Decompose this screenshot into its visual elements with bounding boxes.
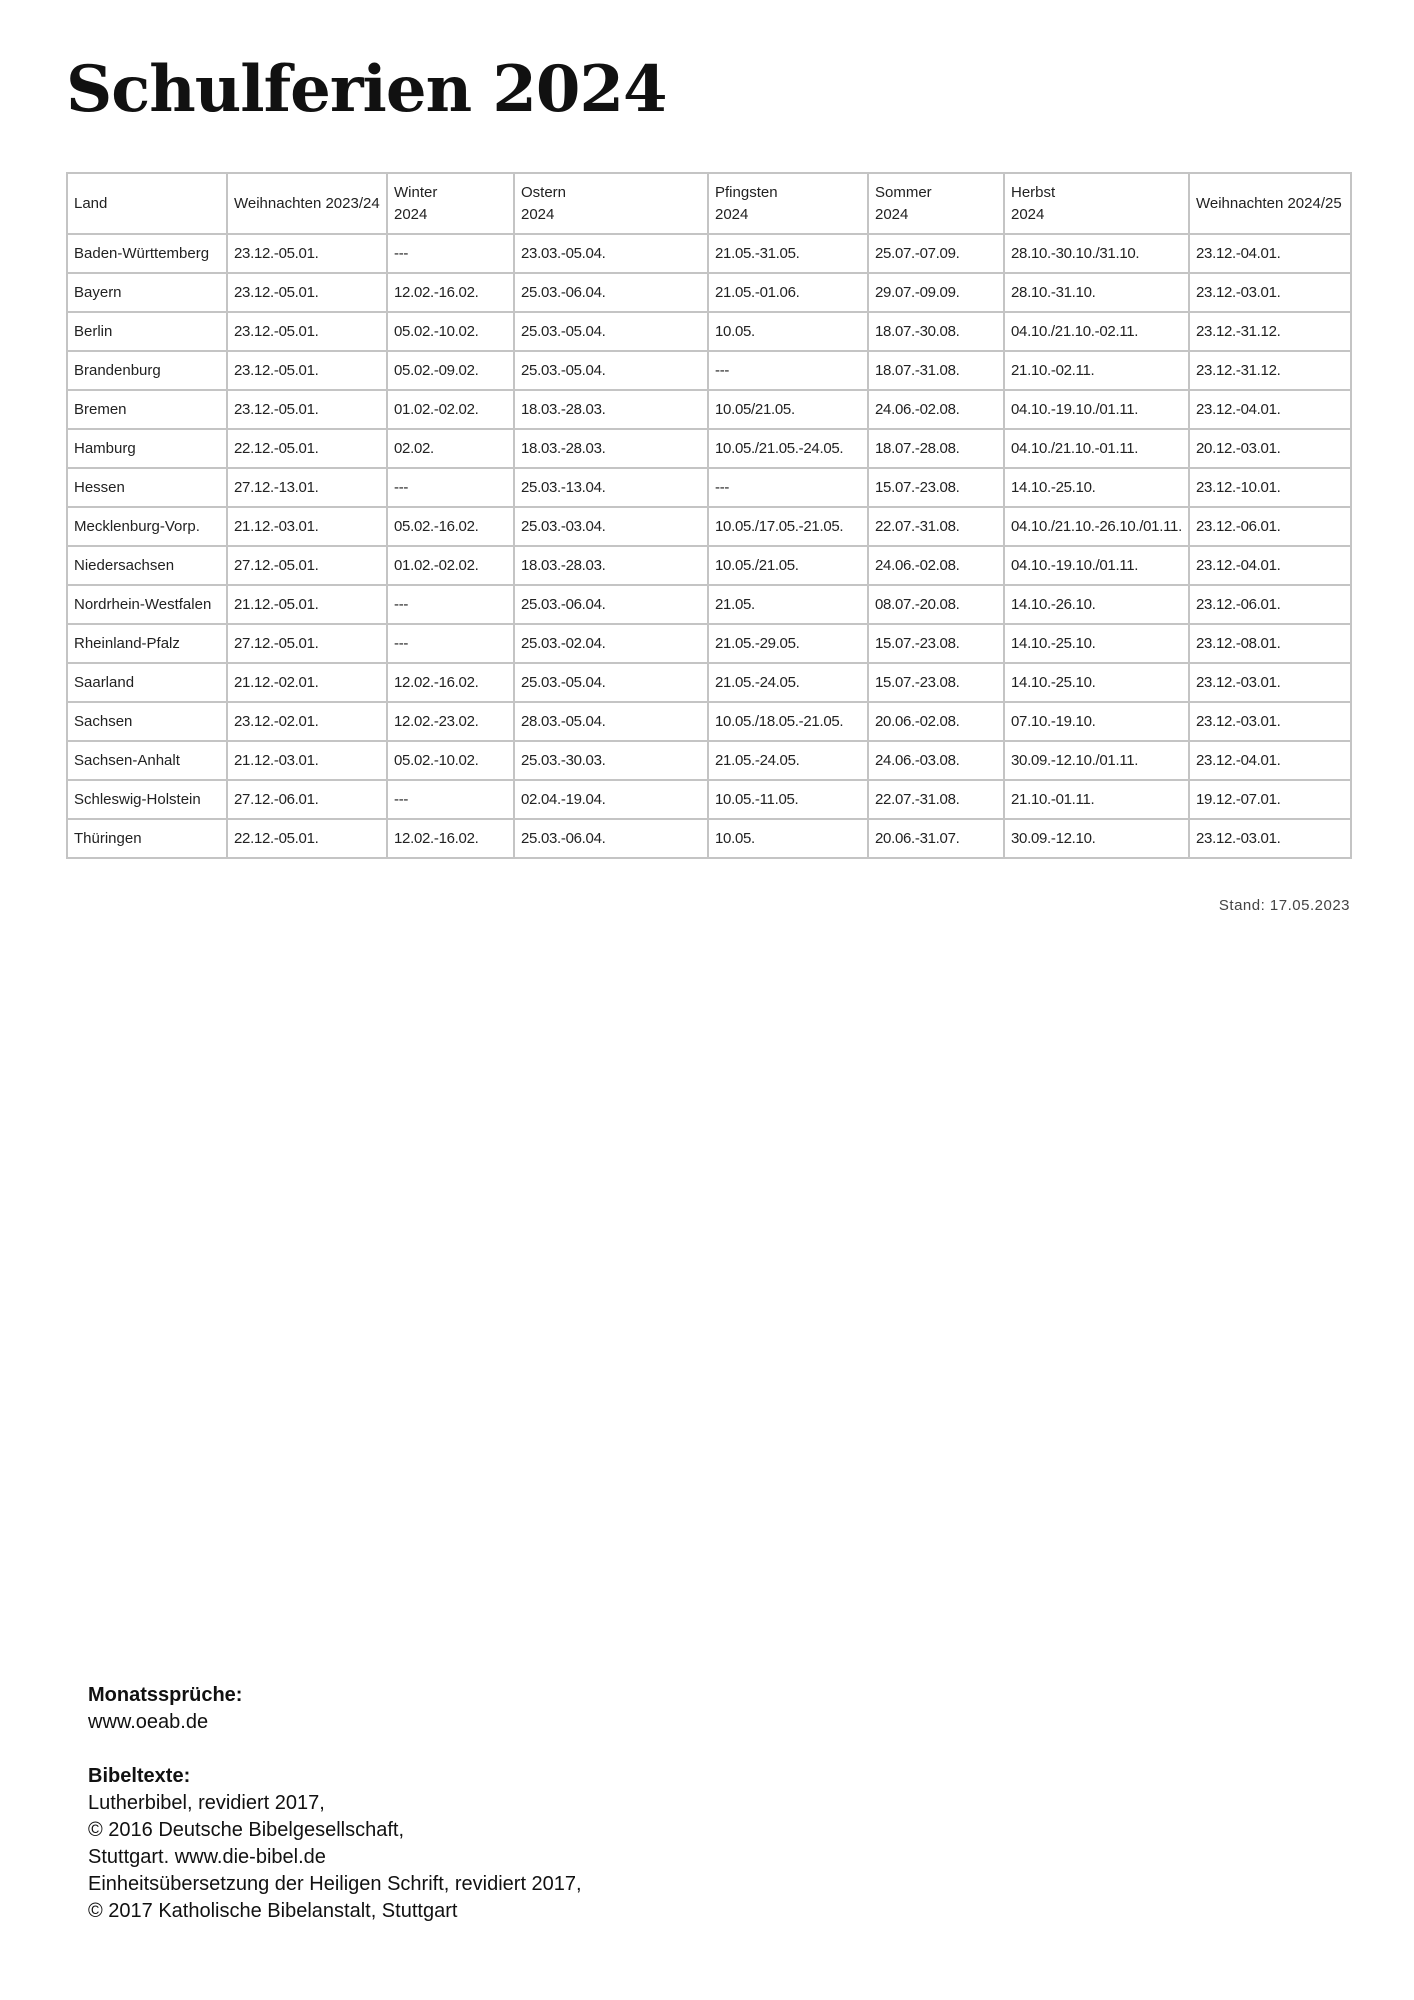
holiday-period-cell: 23.12.-04.01. xyxy=(1189,546,1351,585)
holiday-period-cell: 05.02.-16.02. xyxy=(387,507,514,546)
table-row xyxy=(67,702,1351,741)
state-name-cell: Hamburg xyxy=(67,429,227,468)
holiday-period-cell: 27.12.-05.01. xyxy=(227,546,387,585)
holiday-period-cell: 23.12.-03.01. xyxy=(1189,702,1351,741)
table-row xyxy=(67,624,1351,663)
holiday-period-cell: --- xyxy=(387,468,514,507)
holiday-period-cell: 22.07.-31.08. xyxy=(868,507,1004,546)
holiday-period-cell: 14.10.-25.10. xyxy=(1004,624,1189,663)
monatssprueche-url: www.oeab.de xyxy=(88,1711,209,1733)
holiday-period-cell: 24.06.-02.08. xyxy=(868,546,1004,585)
holiday-period-cell: 23.12.-31.12. xyxy=(1189,351,1351,390)
holiday-period-cell: 20.06.-31.07. xyxy=(868,819,1004,858)
holiday-period-cell: 25.03.-03.04. xyxy=(514,507,708,546)
holiday-period-cell: 01.02.-02.02. xyxy=(387,546,514,585)
holiday-period-cell: 21.12.-02.01. xyxy=(227,663,387,702)
state-name-cell: Saarland xyxy=(67,663,227,702)
holiday-period-cell: 04.10./21.10.-01.11. xyxy=(1004,429,1189,468)
holiday-period-cell: 15.07.-23.08. xyxy=(868,468,1004,507)
holiday-period-cell: 27.12.-06.01. xyxy=(227,780,387,819)
holiday-period-cell: 10.05/21.05. xyxy=(708,390,868,429)
holiday-period-cell: 01.02.-02.02. xyxy=(387,390,514,429)
bibeltexte-line: © 2016 Deutsche Bibelgesellschaft, xyxy=(88,1819,405,1841)
state-name-cell: Bayern xyxy=(67,273,227,312)
holiday-period-cell: 21.05.-24.05. xyxy=(708,663,868,702)
column-header-label: Winter xyxy=(394,183,438,201)
holiday-period-cell: 23.12.-02.01. xyxy=(227,702,387,741)
holiday-period-cell: 23.12.-05.01. xyxy=(227,390,387,429)
holiday-period-cell: 23.12.-03.01. xyxy=(1189,273,1351,312)
holiday-period-cell: 21.05.-31.05. xyxy=(708,234,868,273)
holiday-period-cell: --- xyxy=(387,234,514,273)
column-header-year: 2024 xyxy=(521,205,555,223)
holiday-period-cell: --- xyxy=(387,624,514,663)
state-name-cell: Bremen xyxy=(67,390,227,429)
holiday-period-cell: 25.03.-05.04. xyxy=(514,312,708,351)
bibeltexte-line: © 2017 Katholische Bibelanstalt, Stuttgart xyxy=(88,1900,458,1922)
school-holidays-table xyxy=(66,172,1352,859)
column-header xyxy=(708,173,868,234)
column-header xyxy=(1189,173,1351,234)
column-header xyxy=(227,173,387,234)
holiday-period-cell: 18.03.-28.03. xyxy=(514,429,708,468)
table-row xyxy=(67,273,1351,312)
holiday-period-cell: 05.02.-10.02. xyxy=(387,741,514,780)
holiday-period-cell: 27.12.-13.01. xyxy=(227,468,387,507)
holiday-period-cell: --- xyxy=(387,585,514,624)
state-name-cell: Brandenburg xyxy=(67,351,227,390)
state-name-cell: Schleswig-Holstein xyxy=(67,780,227,819)
column-header-year: 2024 xyxy=(715,205,749,223)
holiday-period-cell: 22.12.-05.01. xyxy=(227,819,387,858)
holiday-period-cell: 25.03.-06.04. xyxy=(514,273,708,312)
column-header-label: Ostern xyxy=(521,183,567,201)
table-row xyxy=(67,780,1351,819)
holiday-period-cell: 25.03.-05.04. xyxy=(514,351,708,390)
holiday-period-cell: --- xyxy=(708,468,868,507)
holiday-period-cell: 18.07.-31.08. xyxy=(868,351,1004,390)
holiday-period-cell: 02.02. xyxy=(387,429,514,468)
table-row xyxy=(67,546,1351,585)
holiday-period-cell: 21.12.-03.01. xyxy=(227,507,387,546)
holiday-period-cell: 10.05./21.05.-24.05. xyxy=(708,429,868,468)
holiday-period-cell: 23.12.-06.01. xyxy=(1189,507,1351,546)
holiday-period-cell: 20.06.-02.08. xyxy=(868,702,1004,741)
holiday-period-cell: 28.10.-31.10. xyxy=(1004,273,1189,312)
holiday-period-cell: 23.12.-31.12. xyxy=(1189,312,1351,351)
holiday-period-cell: 12.02.-16.02. xyxy=(387,273,514,312)
holiday-period-cell: 10.05./18.05.-21.05. xyxy=(708,702,868,741)
table-row xyxy=(67,234,1351,273)
state-name-cell: Mecklenburg-Vorp. xyxy=(67,507,227,546)
holiday-period-cell: 25.03.-06.04. xyxy=(514,819,708,858)
table-row xyxy=(67,390,1351,429)
page-title: Schulferien 2024 xyxy=(66,52,667,127)
holiday-period-cell: 23.12.-10.01. xyxy=(1189,468,1351,507)
holiday-period-cell: 30.09.-12.10./01.11. xyxy=(1004,741,1189,780)
table-body xyxy=(67,234,1351,858)
column-header xyxy=(387,173,514,234)
holiday-period-cell: 25.03.-05.04. xyxy=(514,663,708,702)
column-header-label: Land xyxy=(74,194,108,212)
state-name-cell: Niedersachsen xyxy=(67,546,227,585)
table-row xyxy=(67,819,1351,858)
holiday-period-cell: 25.03.-06.04. xyxy=(514,585,708,624)
column-header xyxy=(67,173,227,234)
holiday-period-cell: 29.07.-09.09. xyxy=(868,273,1004,312)
holiday-period-cell: 14.10.-26.10. xyxy=(1004,585,1189,624)
holiday-period-cell: 23.12.-04.01. xyxy=(1189,234,1351,273)
table-row xyxy=(67,468,1351,507)
holiday-period-cell: 30.09.-12.10. xyxy=(1004,819,1189,858)
monatssprueche-heading: Monatssprüche: xyxy=(88,1684,243,1706)
holiday-period-cell: 23.12.-03.01. xyxy=(1189,819,1351,858)
bibeltexte-line: Einheitsübersetzung der Heiligen Schrift, revidiert 2017, xyxy=(88,1873,582,1895)
holiday-period-cell: 10.05. xyxy=(708,312,868,351)
holiday-period-cell: 20.12.-03.01. xyxy=(1189,429,1351,468)
stand-date: Stand: 17.05.2023 xyxy=(1218,897,1350,914)
column-header-label: Pfingsten xyxy=(715,183,778,201)
state-name-cell: Rheinland-Pfalz xyxy=(67,624,227,663)
holiday-period-cell: 23.12.-06.01. xyxy=(1189,585,1351,624)
table-row xyxy=(67,312,1351,351)
holiday-period-cell: 18.03.-28.03. xyxy=(514,546,708,585)
holiday-period-cell: 23.12.-05.01. xyxy=(227,351,387,390)
state-name-cell: Baden-Württemberg xyxy=(67,234,227,273)
holiday-period-cell: 04.10./21.10.-26.10./01.11. xyxy=(1004,507,1189,546)
column-header-label: Weihnachten 2024/25 xyxy=(1196,194,1342,212)
column-header-label: Herbst xyxy=(1011,183,1056,201)
holiday-period-cell: 04.10./21.10.-02.11. xyxy=(1004,312,1189,351)
holiday-period-cell: 14.10.-25.10. xyxy=(1004,663,1189,702)
holiday-period-cell: --- xyxy=(387,780,514,819)
state-name-cell: Sachsen-Anhalt xyxy=(67,741,227,780)
holiday-period-cell: 24.06.-02.08. xyxy=(868,390,1004,429)
state-name-cell: Berlin xyxy=(67,312,227,351)
holiday-period-cell: 18.07.-30.08. xyxy=(868,312,1004,351)
holiday-period-cell: 23.03.-05.04. xyxy=(514,234,708,273)
holiday-period-cell: 21.10.-01.11. xyxy=(1004,780,1189,819)
holiday-period-cell: 22.07.-31.08. xyxy=(868,780,1004,819)
table-header xyxy=(67,173,1351,234)
holiday-period-cell: 25.03.-13.04. xyxy=(514,468,708,507)
bibeltexte-line: Stuttgart. www.die-bibel.de xyxy=(88,1846,326,1868)
holiday-period-cell: 04.10.-19.10./01.11. xyxy=(1004,546,1189,585)
holiday-period-cell: 28.10.-30.10./31.10. xyxy=(1004,234,1189,273)
table-row xyxy=(67,351,1351,390)
holiday-period-cell: 23.12.-05.01. xyxy=(227,234,387,273)
table-row xyxy=(67,429,1351,468)
holiday-period-cell: 12.02.-23.02. xyxy=(387,702,514,741)
holiday-period-cell: 21.05.-01.06. xyxy=(708,273,868,312)
holiday-period-cell: 10.05. xyxy=(708,819,868,858)
holiday-period-cell: 15.07.-23.08. xyxy=(868,624,1004,663)
holiday-period-cell: 23.12.-04.01. xyxy=(1189,741,1351,780)
holiday-period-cell: 02.04.-19.04. xyxy=(514,780,708,819)
holiday-period-cell: 25.03.-02.04. xyxy=(514,624,708,663)
holiday-period-cell: 23.12.-03.01. xyxy=(1189,663,1351,702)
state-name-cell: Hessen xyxy=(67,468,227,507)
footer-spacer xyxy=(88,1736,582,1763)
state-name-cell: Thüringen xyxy=(67,819,227,858)
table-row xyxy=(67,507,1351,546)
holiday-period-cell: 25.03.-30.03. xyxy=(514,741,708,780)
footer-credits xyxy=(88,1682,582,1925)
bibeltexte-line: Lutherbibel, revidiert 2017, xyxy=(88,1792,325,1814)
holiday-period-cell: 18.03.-28.03. xyxy=(514,390,708,429)
holiday-period-cell: 12.02.-16.02. xyxy=(387,663,514,702)
table-row xyxy=(67,585,1351,624)
state-name-cell: Sachsen xyxy=(67,702,227,741)
holiday-period-cell: 25.07.-07.09. xyxy=(868,234,1004,273)
column-header-label: Sommer xyxy=(875,183,932,201)
table-row xyxy=(67,663,1351,702)
holiday-period-cell: 23.12.-04.01. xyxy=(1189,390,1351,429)
holiday-period-cell: 04.10.-19.10./01.11. xyxy=(1004,390,1189,429)
holiday-period-cell: 08.07.-20.08. xyxy=(868,585,1004,624)
holiday-period-cell: 10.05./17.05.-21.05. xyxy=(708,507,868,546)
holiday-period-cell: 21.12.-03.01. xyxy=(227,741,387,780)
holiday-period-cell: 07.10.-19.10. xyxy=(1004,702,1189,741)
holiday-period-cell: 18.07.-28.08. xyxy=(868,429,1004,468)
holiday-period-cell: 10.05./21.05. xyxy=(708,546,868,585)
holiday-period-cell: 14.10.-25.10. xyxy=(1004,468,1189,507)
table-row xyxy=(67,741,1351,780)
holiday-period-cell: 12.02.-16.02. xyxy=(387,819,514,858)
column-header-year: 2024 xyxy=(394,205,428,223)
holiday-period-cell: 23.12.-05.01. xyxy=(227,273,387,312)
column-header xyxy=(868,173,1004,234)
column-header xyxy=(1004,173,1189,234)
holiday-period-cell: 21.12.-05.01. xyxy=(227,585,387,624)
holiday-period-cell: 27.12.-05.01. xyxy=(227,624,387,663)
holiday-period-cell: 24.06.-03.08. xyxy=(868,741,1004,780)
holiday-period-cell: 21.05.-29.05. xyxy=(708,624,868,663)
column-header-label: Weihnachten 2023/24 xyxy=(234,194,380,212)
holiday-period-cell: 21.05. xyxy=(708,585,868,624)
holiday-period-cell: 23.12.-08.01. xyxy=(1189,624,1351,663)
holiday-period-cell: 23.12.-05.01. xyxy=(227,312,387,351)
holiday-period-cell: 21.10.-02.11. xyxy=(1004,351,1189,390)
holiday-period-cell: 15.07.-23.08. xyxy=(868,663,1004,702)
holiday-period-cell: 21.05.-24.05. xyxy=(708,741,868,780)
column-header-year: 2024 xyxy=(875,205,909,223)
column-header-year: 2024 xyxy=(1011,205,1045,223)
column-header xyxy=(514,173,708,234)
holiday-period-cell: 05.02.-10.02. xyxy=(387,312,514,351)
holiday-period-cell: 05.02.-09.02. xyxy=(387,351,514,390)
bibeltexte-heading: Bibeltexte: xyxy=(88,1765,191,1787)
header-row xyxy=(67,173,1351,234)
state-name-cell: Nordrhein-Westfalen xyxy=(67,585,227,624)
holiday-period-cell: --- xyxy=(708,351,868,390)
holiday-period-cell: 22.12.-05.01. xyxy=(227,429,387,468)
holiday-period-cell: 28.03.-05.04. xyxy=(514,702,708,741)
holiday-period-cell: 19.12.-07.01. xyxy=(1189,780,1351,819)
holiday-period-cell: 10.05.-11.05. xyxy=(708,780,868,819)
